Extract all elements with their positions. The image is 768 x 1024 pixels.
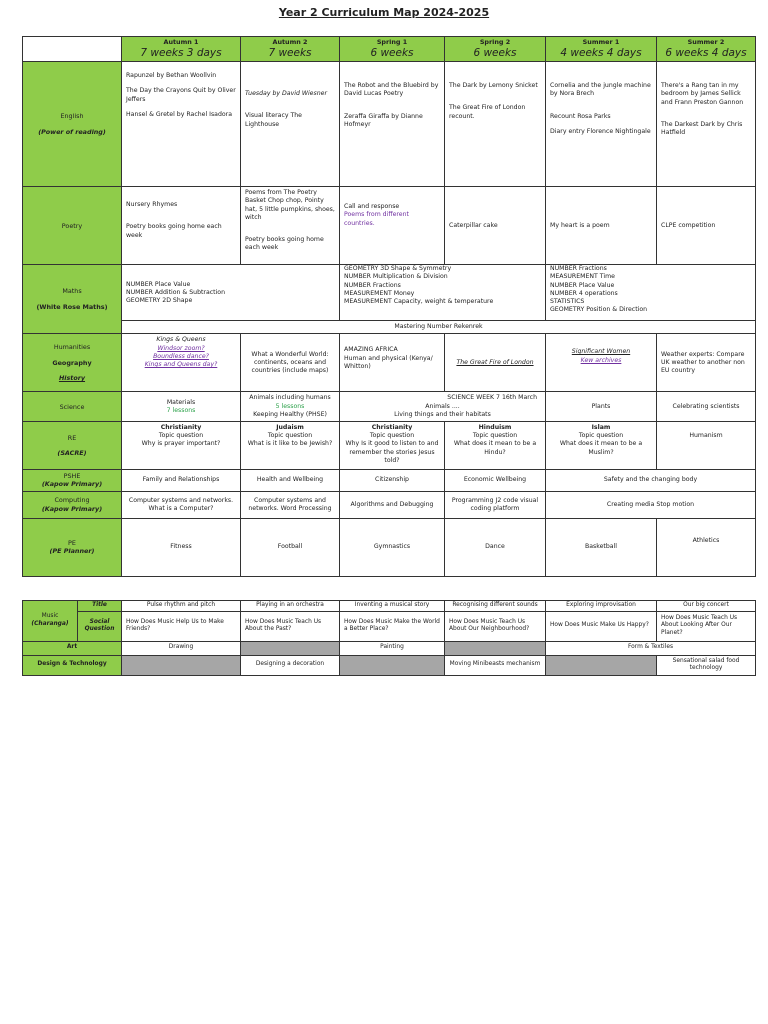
music-art-dt-table (22, 600, 756, 676)
english-row (23, 62, 756, 187)
dt-spring-2: Moving Minibeasts mechanism (445, 655, 546, 675)
maths-spring: GEOMETRY 3D Shape & Symmetry NUMBER Multiplication & Division NUMBER Fractions MEASUREMENT Money MEASUREMENT Capacity, weight & temperature (340, 265, 546, 321)
english-autumn-2: Tuesday by David Wiesner Visual literacy The Lighthouse (241, 62, 340, 187)
music-question-autumn-2: How Does Music Teach Us About the Past? (241, 611, 340, 641)
pshe-spring-2: Economic Wellbeing (445, 470, 546, 492)
maths-autumn: NUMBER Place Value NUMBER Addition & Subtraction GEOMETRY 2D Shape (122, 265, 340, 321)
art-spring-1: Painting (340, 641, 445, 655)
re-autumn-1: Christianity Topic question Why is prayer important? (122, 422, 241, 470)
re-summer-2: Humanism (657, 422, 756, 470)
re-row (23, 422, 756, 470)
re-summer-1: Islam Topic question What does it mean to be a Muslim? (546, 422, 657, 470)
music-social-label: Social Question (78, 611, 122, 641)
pe-spring-1: Gymnastics (340, 518, 445, 576)
poetry-spring-1: Call and response Poems from different countries. (340, 187, 445, 265)
humanities-subject-cell: Humanities Geography History (23, 334, 122, 392)
english-spring-2: The Dark by Lemony Snicket The Great Fire of London recount. (445, 62, 546, 187)
dt-subject-cell: Design & Technology (23, 655, 122, 675)
maths-mastering: Mastering Number Rekenrek (122, 321, 756, 334)
english-autumn-1: Rapunzel by Bethan Woollvin The Day the Crayons Quit by Oliver Jeffers Hansel & Gretel by Rachel Isadora (122, 62, 241, 187)
pe-autumn-1: Fitness (122, 518, 241, 576)
term-summer-2: Summer 2 6 weeks 4 days (657, 37, 756, 62)
music-title-row (23, 601, 756, 612)
poetry-spring-2: Caterpillar cake (445, 187, 546, 265)
science-summer-2: Celebrating scientists (657, 392, 756, 422)
re-subject-cell: RE (SACRE) (23, 422, 122, 470)
music-question-spring-1: How Does Music Make the World a Better Place? (340, 611, 445, 641)
english-spring-1: The Robot and the Bluebird by David Lucas Poetry Zeraffa Giraffa by Dianne Hofmeyr (340, 62, 445, 187)
computing-spring-1: Algorithms and Debugging (340, 491, 445, 518)
humanities-spring-1: AMAZING AFRICA Human and physical (Kenya/ Whitton) (340, 334, 445, 392)
re-spring-1: Christianity Topic question Why Is it good to listen to and remember the stories Jesus told? (340, 422, 445, 470)
music-question-summer-1: How Does Music Make Us Happy? (546, 611, 657, 641)
music-title-summer-1: Exploring improvisation (546, 601, 657, 612)
term-spring-1: Spring 1 6 weeks (340, 37, 445, 62)
computing-spring-2: Programming J2 code visual coding platform (445, 491, 546, 518)
term-autumn-1: Autumn 1 7 weeks 3 days (122, 37, 241, 62)
pe-row (23, 518, 756, 576)
page-title: Year 2 Curriculum Map 2024-2025 (278, 6, 490, 19)
art-subject-cell: Art (23, 641, 122, 655)
art-autumn-1: Drawing (122, 641, 241, 655)
music-title-summer-2: Our big concert (657, 601, 756, 612)
dt-row (23, 655, 756, 675)
term-spring-2: Spring 2 6 weeks (445, 37, 546, 62)
english-summer-2: There's a Rang tan in my bedroom by James Sellick and Frann Preston Gannon The Darkest Dark by Chris Hatfield (657, 62, 756, 187)
science-autumn-2: Animals including humans 5 lessons Keeping Healthy (PHSE) (241, 392, 340, 422)
curriculum-table (22, 36, 756, 577)
dt-spring-1-empty (340, 655, 445, 675)
art-spring-2-empty (445, 641, 546, 655)
re-autumn-2: Judaism Topic question What is it like to be Jewish? (241, 422, 340, 470)
term-summer-1: Summer 1 4 weeks 4 days (546, 37, 657, 62)
humanities-summer-1: Significant Women Kew archives (546, 334, 657, 392)
humanities-autumn-1: Kings & Queens Windsor zoom? Boundless dance? Kings and Queens day? (122, 334, 241, 392)
computing-autumn-1: Computer systems and networks. What is a Computer? (122, 491, 241, 518)
art-row (23, 641, 756, 655)
english-summer-1: Cornelia and the jungle machine by Nora Brech Recount Rosa Parks Diary entry Florence Nightingale (546, 62, 657, 187)
maths-subject-cell: Maths (White Rose Maths) (23, 265, 122, 334)
term-autumn-2: Autumn 2 7 weeks (241, 37, 340, 62)
maths-mastering-row (23, 321, 756, 334)
music-question-row (23, 611, 756, 641)
music-title-spring-1: Inventing a musical story (340, 601, 445, 612)
dt-summer-2: Sensational salad food technology (657, 655, 756, 675)
computing-row (23, 491, 756, 518)
pshe-autumn-1: Family and Relationships (122, 470, 241, 492)
art-autumn-2-empty (241, 641, 340, 655)
pshe-subject-cell: PSHE (Kapow Primary) (23, 470, 122, 492)
pe-subject-cell: PE (PE Planner) (23, 518, 122, 576)
computing-autumn-2: Computer systems and networks. Word Processing (241, 491, 340, 518)
maths-summer: NUMBER Fractions MEASUREMENT Time NUMBER Place Value NUMBER 4 operations STATISTICS GEOMETRY Position & Direction (546, 265, 756, 321)
poetry-summer-2: CLPE competition (657, 187, 756, 265)
music-question-autumn-1: How Does Music Help Us to Make Friends? (122, 611, 241, 641)
poetry-subject-cell: Poetry (23, 187, 122, 265)
music-title-spring-2: Recognising different sounds (445, 601, 546, 612)
maths-row (23, 265, 756, 321)
art-summer: Form & Textiles (546, 641, 756, 655)
dt-autumn-1-empty (122, 655, 241, 675)
science-summer-1: Plants (546, 392, 657, 422)
pshe-summer: Safety and the changing body (546, 470, 756, 492)
re-spring-2: Hinduism Topic question What does it mean to be a Hindu? (445, 422, 546, 470)
science-row (23, 392, 756, 422)
music-title-label: Title (78, 601, 122, 612)
pshe-row (23, 470, 756, 492)
term-header-row (23, 37, 756, 62)
science-subject-cell: Science (23, 392, 122, 422)
music-question-spring-2: How Does Music Teach Us About Our Neighbourhood? (445, 611, 546, 641)
music-title-autumn-2: Playing in an orchestra (241, 601, 340, 612)
music-title-autumn-1: Pulse rhythm and pitch (122, 601, 241, 612)
computing-subject-cell: Computing (Kapow Primary) (23, 491, 122, 518)
poetry-summer-1: My heart is a poem (546, 187, 657, 265)
pe-summer-1: Basketball (546, 518, 657, 576)
pshe-autumn-2: Health and Wellbeing (241, 470, 340, 492)
pe-autumn-2: Football (241, 518, 340, 576)
music-subject-cell: Music (Charanga) (23, 601, 78, 642)
humanities-spring-2: The Great Fire of London (445, 334, 546, 392)
poetry-autumn-2: Poems from The Poetry Basket Chop chop, Pointy hat, 5 little pumpkins, shoes, witch Poetry books going home each week (241, 187, 340, 265)
corner-cell (23, 37, 122, 62)
humanities-row (23, 334, 756, 392)
pe-summer-2: Athletics (657, 518, 756, 576)
computing-summer: Creating media Stop motion (546, 491, 756, 518)
science-autumn-1: Materials 7 lessons (122, 392, 241, 422)
music-question-summer-2: How Does Music Teach Us About Looking After Our Planet? (657, 611, 756, 641)
science-spring: SCIENCE WEEK 7 16th March Animals .... Living things and their habitats (340, 392, 546, 422)
poetry-autumn-1: Nursery Rhymes Poetry books going home each week (122, 187, 241, 265)
pe-spring-2: Dance (445, 518, 546, 576)
dt-autumn-2: Designing a decoration (241, 655, 340, 675)
dt-summer-1-empty (546, 655, 657, 675)
humanities-summer-2: Weather experts: Compare UK weather to another non EU country (657, 334, 756, 392)
english-subject-cell: English (Power of reading) (23, 62, 122, 187)
pshe-spring-1: Citizenship (340, 470, 445, 492)
humanities-autumn-2: What a Wonderful World: continents, oceans and countries (include maps) (241, 334, 340, 392)
poetry-row (23, 187, 756, 265)
